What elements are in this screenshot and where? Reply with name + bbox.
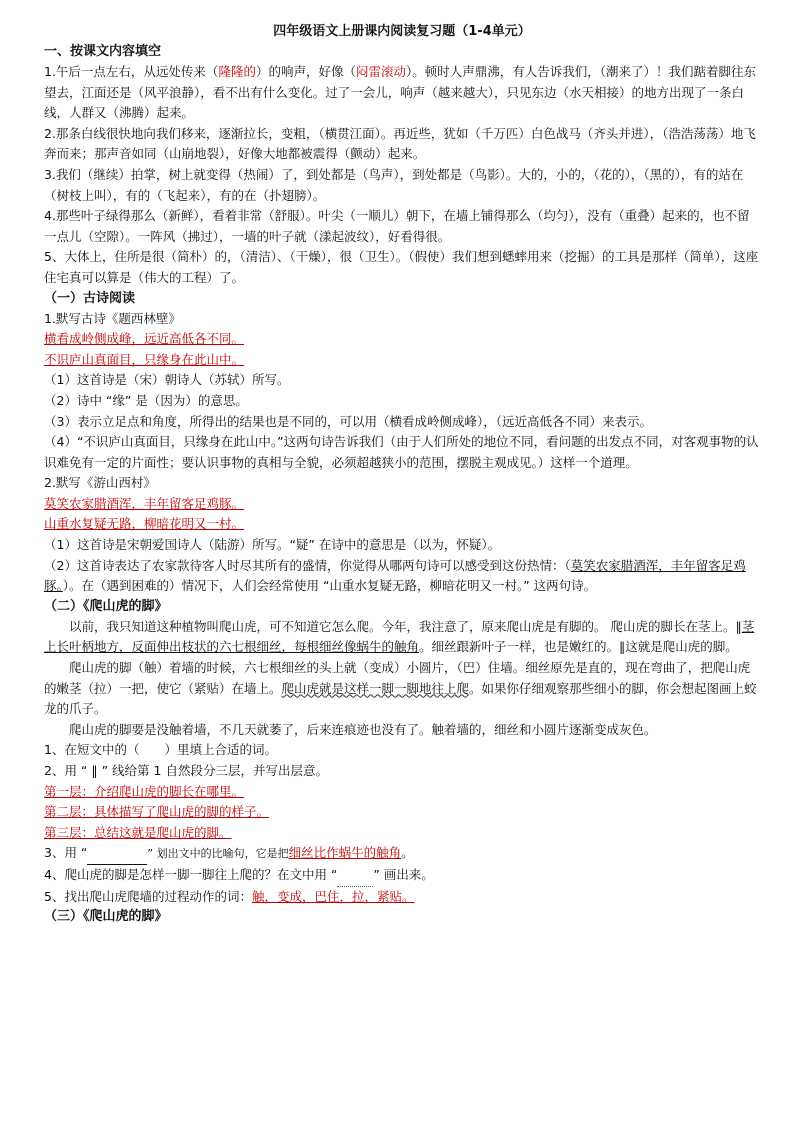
layer-2-answer: 第二层：具体描写了爬山虎的脚的样子。	[44, 804, 270, 820]
reading-paragraph-2: 爬山虎的脚（触）着墙的时候，六七根细丝的头上就（变成）小圆片，（巴）住墙。细丝原先是直的，现在弯曲了，把爬山虎的嫩茎（拉）一把，使它（紧贴）在墙上。爬山虎就是这样一脚一脚地往上爬。如果你仔细观察那些细小的脚，你会想起图画上蛟龙的爪子。	[44, 660, 757, 717]
reading-q2: 2、用 “ ‖ ” 线给第 1 自然段分三层，并写出层意。	[44, 763, 328, 778]
poem1-line1: 横看成岭侧成峰，远近高低各不同。	[44, 331, 245, 347]
poem1-q3: （3）表示立足点和角度，所得出的结果也是不同的，可以用（横看成岭侧成峰），（远近高低各不同）来表示。	[44, 413, 652, 429]
poem2-line1: 莫笑农家腊酒浑，丰年留客足鸡豚。	[44, 495, 245, 511]
section-heading-reading-3: （三）《爬山虎的脚》	[44, 909, 168, 925]
layer-3-answer: 第三层：总结这就是爬山虎的脚。	[44, 824, 232, 840]
layer-1-answer: 第一层：介绍爬山虎的脚长在哪里。	[44, 783, 245, 799]
reading-q3: 3、用 “ ” 划出文中的比喻句，它是把细丝比作蜗牛的触角。	[44, 843, 760, 865]
reading-q5: 5、找出爬山虎爬墙的过程动作的词：触，变成，巴住，拉，紧贴。	[44, 888, 415, 904]
poem2-title: 2.默写《游山西村》	[44, 475, 156, 491]
poem2-line2: 山重水复疑无路，柳暗花明又一村。	[44, 516, 245, 532]
question-5: 5、大体上，住所是很（简朴）的，（清洁）、（干燥），很（卫生）。（假使）我们想到蟋蟀用来（挖掘）的工具是那样（简单），这座住宅真可以算是（伟大的工程）了。	[44, 249, 759, 285]
question-2: 2.那条白线很快地向我们移来，逐渐拉长，变粗，（横贯江面）。再近些，犹如（千万匹）白色战马（齐头并进），（浩浩荡荡）地飞奔而来；那声音如同（山崩地裂），好像大地都被震得（颤动）起来。	[44, 125, 756, 162]
reading-q1: 1、在短文中的（ ）里填上合适的词。	[44, 742, 277, 758]
poem1-q2: （2）诗中 “缘” 是（因为）的意思。	[44, 392, 248, 408]
question-3: 3.我们（继续）拍掌，树上就变得（热闹）了，到处都是（鸟声），到处都是（鸟影）。大的，小的，（花的），（黑的），有的站在（树枝上叫），有的（飞起来），有的在（扑翅膀）。	[44, 166, 744, 203]
section-heading-fill: 一、按课文内容填空	[44, 44, 162, 59]
poem1-q4: （4）“不识庐山真面目，只缘身在此山中。”这两句诗告诉我们（由于人们所处的地位不同，看问题的出发点不同，对客观事物的认识难免有一定的片面性；要认识事物的真相与全貌，必须超越狭小的范围，摆脱主观成见。）这样一个道理。	[44, 434, 759, 470]
poem2-q2: （2）这首诗表达了农家款待客人时尽其所有的盛情，你觉得从哪两句诗可以感受到这份热情：（莫笑农家腊酒浑，丰年留客足鸡豚。）。在（遇到困难的）情况下，人们会经常使用 “山重水复疑无路，柳暗花明又一村。” 这两句诗。	[44, 557, 746, 594]
underline-sample	[87, 843, 147, 865]
poem1-title: 1.默写古诗《题西林壁》	[44, 310, 181, 326]
poem1-q1: （1）这首诗是（宋）朝诗人（苏轼）所写。	[44, 372, 290, 388]
question-1: 1.午后一点左右，从远处传来（隆隆的）的响声，好像（闷雷滚动）。顿时人声鼎沸，有人告诉我们，（潮来了）！我们踮着脚往东望去，江面还是（风平浪静），看不出有什么变化。过了一会儿，响声（越来越大），只见东边（水天相接）的地方出现了一条白线，人群又（沸腾）起来。	[44, 64, 756, 121]
reading-paragraph-3: 爬山虎的脚要是没触着墙，不几天就萎了，后来连痕迹也没有了。触着墙的，细丝和小圆片逐渐变成灰色。	[69, 721, 657, 737]
poem2-q1: （1）这首诗是宋朝爱国诗人（陆游）所写。“疑” 在诗中的意思是（以为，怀疑）。	[44, 537, 501, 553]
page-title: 四年级语文上册课内阅读复习题（1-4单元）	[273, 24, 531, 39]
answer-red: 闷雷滚动	[355, 64, 406, 79]
simile-answer: 细丝比作蜗牛的触角	[288, 845, 402, 861]
climb-wavy-underline: 爬山虎就是这样一脚一脚地往上爬	[281, 680, 470, 696]
question-4: 4.那些叶子绿得那么（新鲜），看着非常（舒服）。叶尖（一顺儿）朝下，在墙上铺得那么（均匀），没有（重叠）起来的，也不留一点儿（空隙）。一阵风（拂过），一墙的叶子就（漾起波纹），好看得很。	[44, 208, 750, 244]
section-heading-reading: （二）《爬山虎的脚》	[44, 598, 168, 614]
wavy-line-sample	[337, 865, 373, 887]
simile-underline: 茎上长叶柄地方，反面伸出枝状的六七根细丝，每根细丝像蜗牛的触角	[44, 618, 755, 655]
action-words-answer: 触，变成，巴住，拉，紧贴。	[251, 888, 415, 904]
section-heading-poetry: （一）古诗阅读	[44, 290, 136, 306]
answer-red: 隆隆的	[218, 64, 256, 79]
poem2-answer: 莫笑农家腊酒浑，丰年留客足鸡豚。	[44, 557, 746, 594]
reading-paragraph-1: 以前，我只知道这种植物叫爬山虎，可不知道它怎么爬。今年，我注意了，原来爬山虎是有脚的。 爬山虎的脚长在茎上。‖茎上长叶柄地方，反面伸出枝状的六七根细丝，每根细丝像蜗牛的触角。细丝跟新叶子一样，也是嫩红的。‖这就是爬山虎的脚。	[44, 618, 755, 655]
poem1-line2: 不识庐山真面目，只缘身在此山中。	[44, 351, 245, 367]
worksheet-page	[44, 22, 760, 927]
reading-q4: 4、爬山虎的脚是怎样一脚一脚往上爬的？在文中用 “ ” 画出来。	[44, 865, 760, 887]
